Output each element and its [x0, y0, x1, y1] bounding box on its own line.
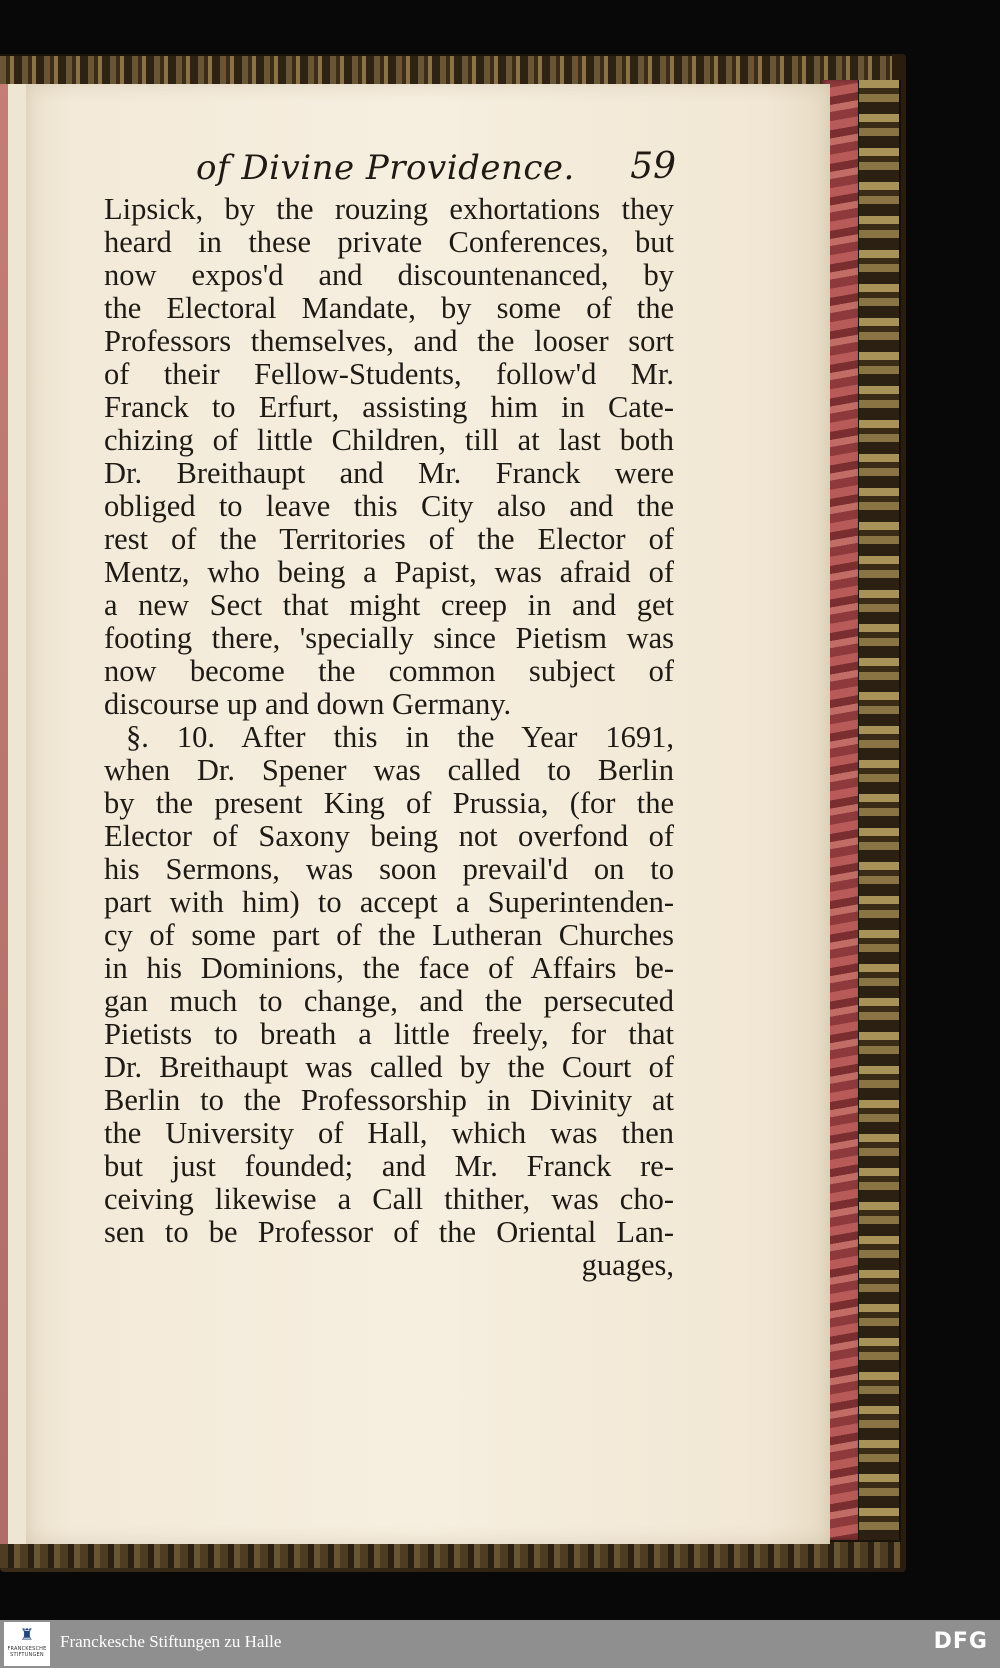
- text-line: when Dr. Spener was called to Berlin: [104, 753, 674, 787]
- dfg-logo[interactable]: DFG: [933, 1629, 988, 1654]
- tower-icon: ♜: [19, 1625, 35, 1644]
- text-line: footing there, 'specially since Pietism was: [104, 621, 674, 655]
- text-line: obliged to leave this City also and the: [104, 489, 674, 523]
- text-line: Dr. Breithaupt was called by the Court of: [104, 1050, 674, 1084]
- text-line: but just founded; and Mr. Franck re-: [104, 1149, 674, 1183]
- text-line: §. 10. After this in the Year 1691,: [126, 720, 674, 754]
- logo-text-line-1: FRANCKESCHE: [7, 1646, 47, 1652]
- gilt-bottom-edge: [0, 1540, 900, 1568]
- running-title: of Divine Providence.: [196, 148, 575, 188]
- text-line: his Sermons, was soon prevail'd on to: [104, 852, 674, 886]
- text-line: a new Sect that might creep in and get: [104, 588, 674, 622]
- text-line: the University of Hall, which was then: [104, 1116, 674, 1150]
- text-line: now become the common subject of: [104, 654, 674, 688]
- text-line: Lipsick, by the rouzing exhortations they: [104, 192, 674, 226]
- text-line: Professors themselves, and the looser sort: [104, 324, 674, 358]
- catchword: guages,: [581, 1248, 674, 1282]
- text-line: by the present King of Prussia, (for the: [104, 786, 674, 820]
- text-line: discourse up and down Germany.: [104, 687, 512, 721]
- text-line: Dr. Breithaupt and Mr. Franck were: [104, 456, 674, 490]
- franckesche-logo[interactable]: [4, 1622, 50, 1666]
- text-line: in his Dominions, the face of Affairs be-: [104, 951, 674, 985]
- left-leaf-red-edge: [0, 84, 8, 1544]
- text-line: Pietists to breath a little freely, for that: [104, 1017, 674, 1051]
- text-line: now expos'd and discountenanced, by: [104, 258, 674, 292]
- footer-bar: [0, 1620, 1000, 1668]
- gilt-right-edge: [856, 80, 901, 1544]
- text-line: sen to be Professor of the Oriental Lan-: [104, 1215, 674, 1249]
- institution-name[interactable]: Franckesche Stiftungen zu Halle: [60, 1632, 282, 1651]
- text-line: Berlin to the Professorship in Divinity at: [104, 1083, 674, 1117]
- text-line: ceiving likewise a Call thither, was cho-: [104, 1182, 674, 1216]
- text-line: Mentz, who being a Papist, was afraid of: [104, 555, 674, 589]
- text-line: cy of some part of the Lutheran Churches: [104, 918, 674, 952]
- page-number: 59: [630, 146, 676, 187]
- text-line: part with him) to accept a Superintenden-: [104, 885, 674, 919]
- running-head: [196, 148, 676, 196]
- text-line: rest of the Territories of the Elector of: [104, 522, 674, 556]
- text-line: the Electoral Mandate, by some of the: [104, 291, 674, 325]
- text-line: of their Fellow-Students, follow'd Mr.: [104, 357, 674, 391]
- text-line: chizing of little Children, till at last both: [104, 423, 674, 457]
- text-line: heard in these private Conferences, but: [104, 225, 674, 259]
- text-line: Elector of Saxony being not overfond of: [104, 819, 674, 853]
- text-line: gan much to change, and the persecuted: [104, 984, 674, 1018]
- logo-text-line-2: STIFTUNGEN: [10, 1652, 44, 1658]
- text-line: Franck to Erfurt, assisting him in Cate-: [104, 390, 674, 424]
